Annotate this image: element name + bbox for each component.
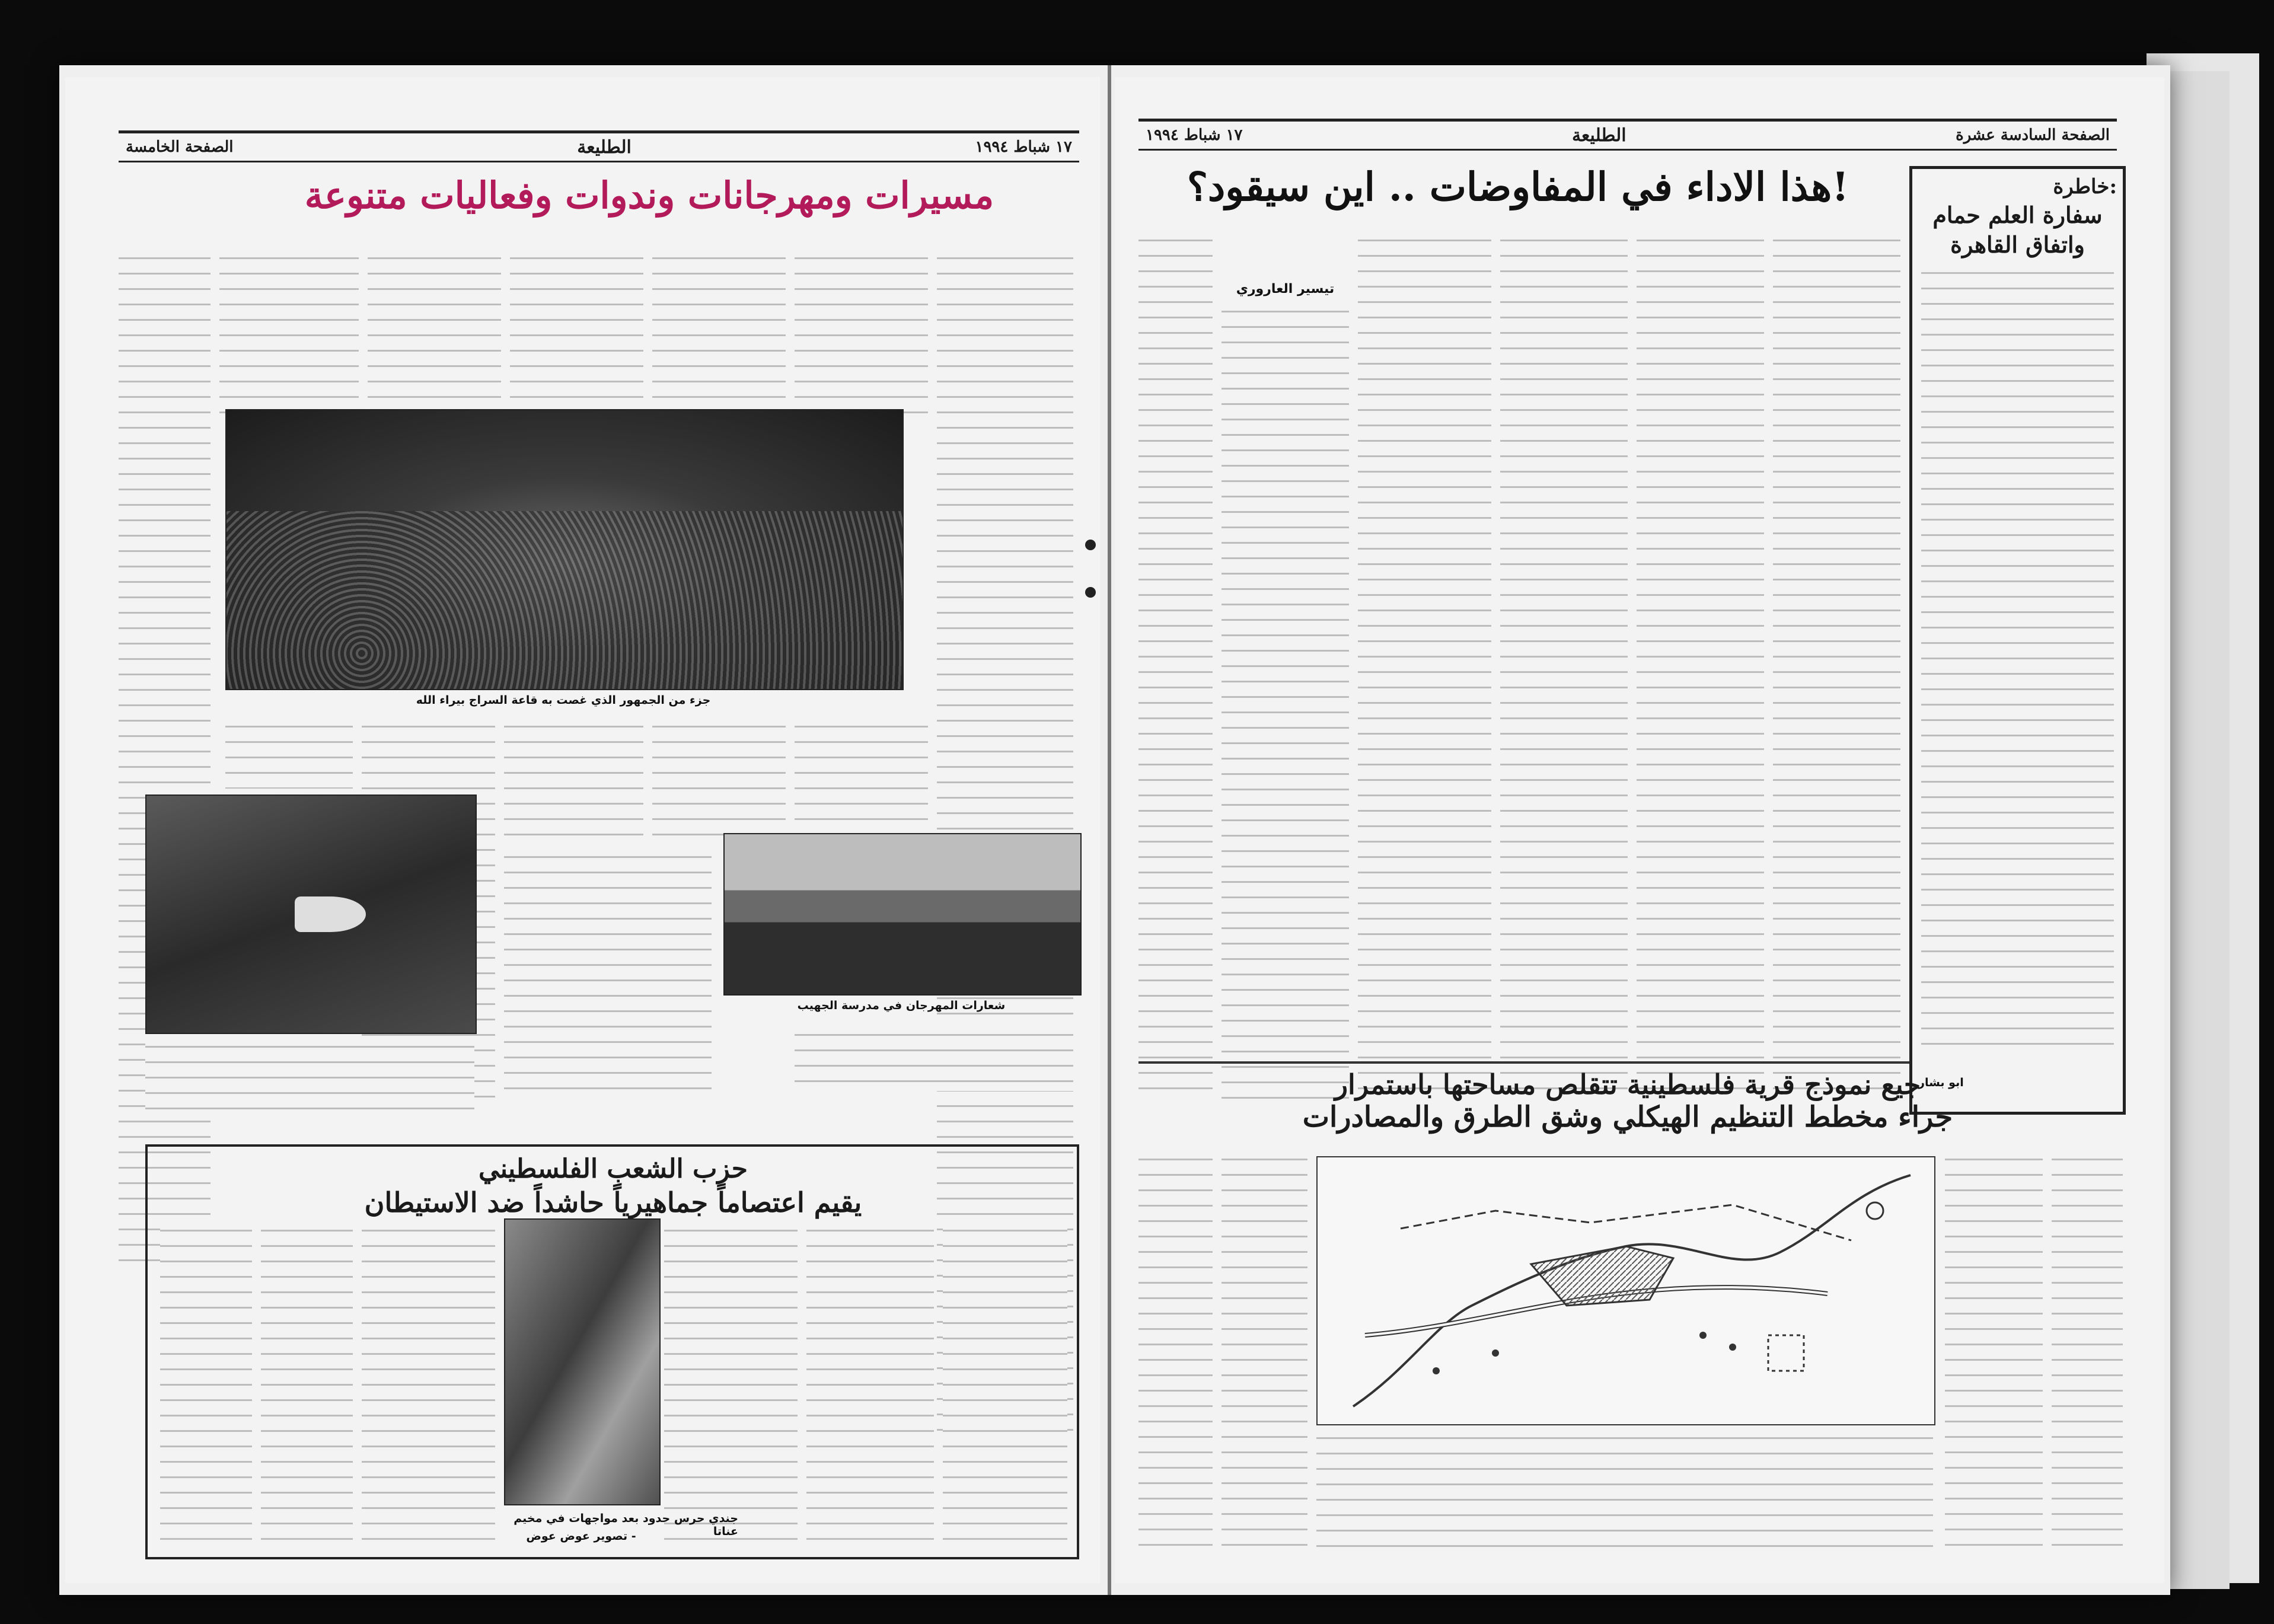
school-photo [723, 833, 1082, 996]
article-text [504, 717, 643, 836]
issue-date: ١٧ شباط ١٩٩٤ [975, 138, 1072, 156]
page-headline: مسيرات ومهرجانات وندوات وفعاليات متنوعة [304, 174, 994, 217]
article-text [1138, 231, 1213, 1103]
article-text [1773, 231, 1900, 1103]
sidebar-title-line1: سفارة العلم حمام [1932, 202, 2103, 228]
article-text [1138, 1150, 1213, 1559]
spine [1108, 65, 1111, 1595]
article-text [1221, 1150, 1307, 1559]
article-text [1221, 302, 1349, 1103]
masthead: الطليعة [577, 136, 632, 158]
article-text [1637, 231, 1764, 1103]
page-label: الصفحة الخامسة [126, 138, 234, 156]
issue-date: ١٧ شباط ١٩٩٤ [1146, 126, 1243, 144]
map-drawing [1318, 1157, 1934, 1424]
bottom-headline-line1: جيع نموذج قرية فلسطينية تتقلص مساحتها باستمرار [1334, 1068, 1921, 1100]
crowd-photo [225, 409, 904, 690]
article-text [652, 249, 786, 415]
byline: تيسير العاروري [1236, 282, 1335, 296]
photo-caption: جندي حرس حدود بعد مواجهات في مخيم عناتا [514, 1512, 738, 1538]
article-text [2052, 1150, 2123, 1559]
article-text [664, 1221, 798, 1548]
sidebar-kicker: خاطرة: [2053, 175, 2117, 199]
page-label: الصفحة السادسة عشرة [1956, 126, 2110, 144]
article-text [1316, 1429, 1933, 1559]
box-headline-line1: حزب الشعب الفلسطيني [479, 1154, 748, 1184]
article-text [795, 717, 928, 836]
masthead: الطليعة [1571, 125, 1626, 146]
article-text [943, 1221, 1067, 1548]
article-text [1945, 1150, 2043, 1559]
sidebar-text [1921, 264, 2114, 1058]
article-text [225, 717, 353, 789]
staple-hole [1085, 540, 1096, 550]
article-text [504, 848, 712, 1091]
article-text [652, 717, 786, 836]
page-headline: هذا الاداء في المفاوضات .. اين سيقود؟! [1187, 164, 1849, 210]
village-map [1316, 1156, 1935, 1425]
article-text [362, 1221, 495, 1548]
left-page-header [119, 130, 1079, 162]
article-text [510, 249, 643, 415]
section-divider [1138, 1061, 1909, 1064]
right-page-header [1138, 119, 2117, 151]
article-text [261, 1221, 353, 1548]
protest-photo [145, 795, 477, 1034]
left-page [65, 77, 1100, 1583]
crowd-texture [227, 511, 902, 689]
article-text [795, 249, 928, 415]
box-headline-line2: يقيم اعتصاماً جماهيرياً حاشداً ضد الاستيطان [364, 1186, 862, 1218]
newspaper-spread [59, 65, 2170, 1595]
staple-hole [1085, 587, 1096, 598]
sidebar-title-line2: واتفاق القاهرة [1950, 231, 2085, 258]
photo-credit: - تصوير عوض عوض [526, 1530, 636, 1543]
right-page [1115, 77, 2164, 1583]
megaphone [295, 896, 366, 932]
article-text [795, 1026, 1073, 1091]
bottom-headline-line2: جراء مخطط التنظيم الهيكلي وشق الطرق والمصادرات [1302, 1100, 1953, 1134]
sidebar-author: ابو بشار [1918, 1076, 1964, 1089]
article-text [1500, 231, 1628, 1103]
sidebar-box [1909, 166, 2126, 1115]
article-text [806, 1221, 934, 1548]
article-text [1358, 231, 1491, 1103]
photo-caption: جزء من الجمهور الذي غصت به قاعة السراج بيراء الله [416, 694, 711, 707]
article-text [219, 249, 359, 415]
article-text [160, 1221, 252, 1548]
article-text [145, 1038, 474, 1121]
photo-caption: شعارات المهرجان في مدرسة الجهيب [797, 999, 1006, 1012]
article-text [368, 249, 501, 415]
soldier-photo [504, 1218, 661, 1505]
